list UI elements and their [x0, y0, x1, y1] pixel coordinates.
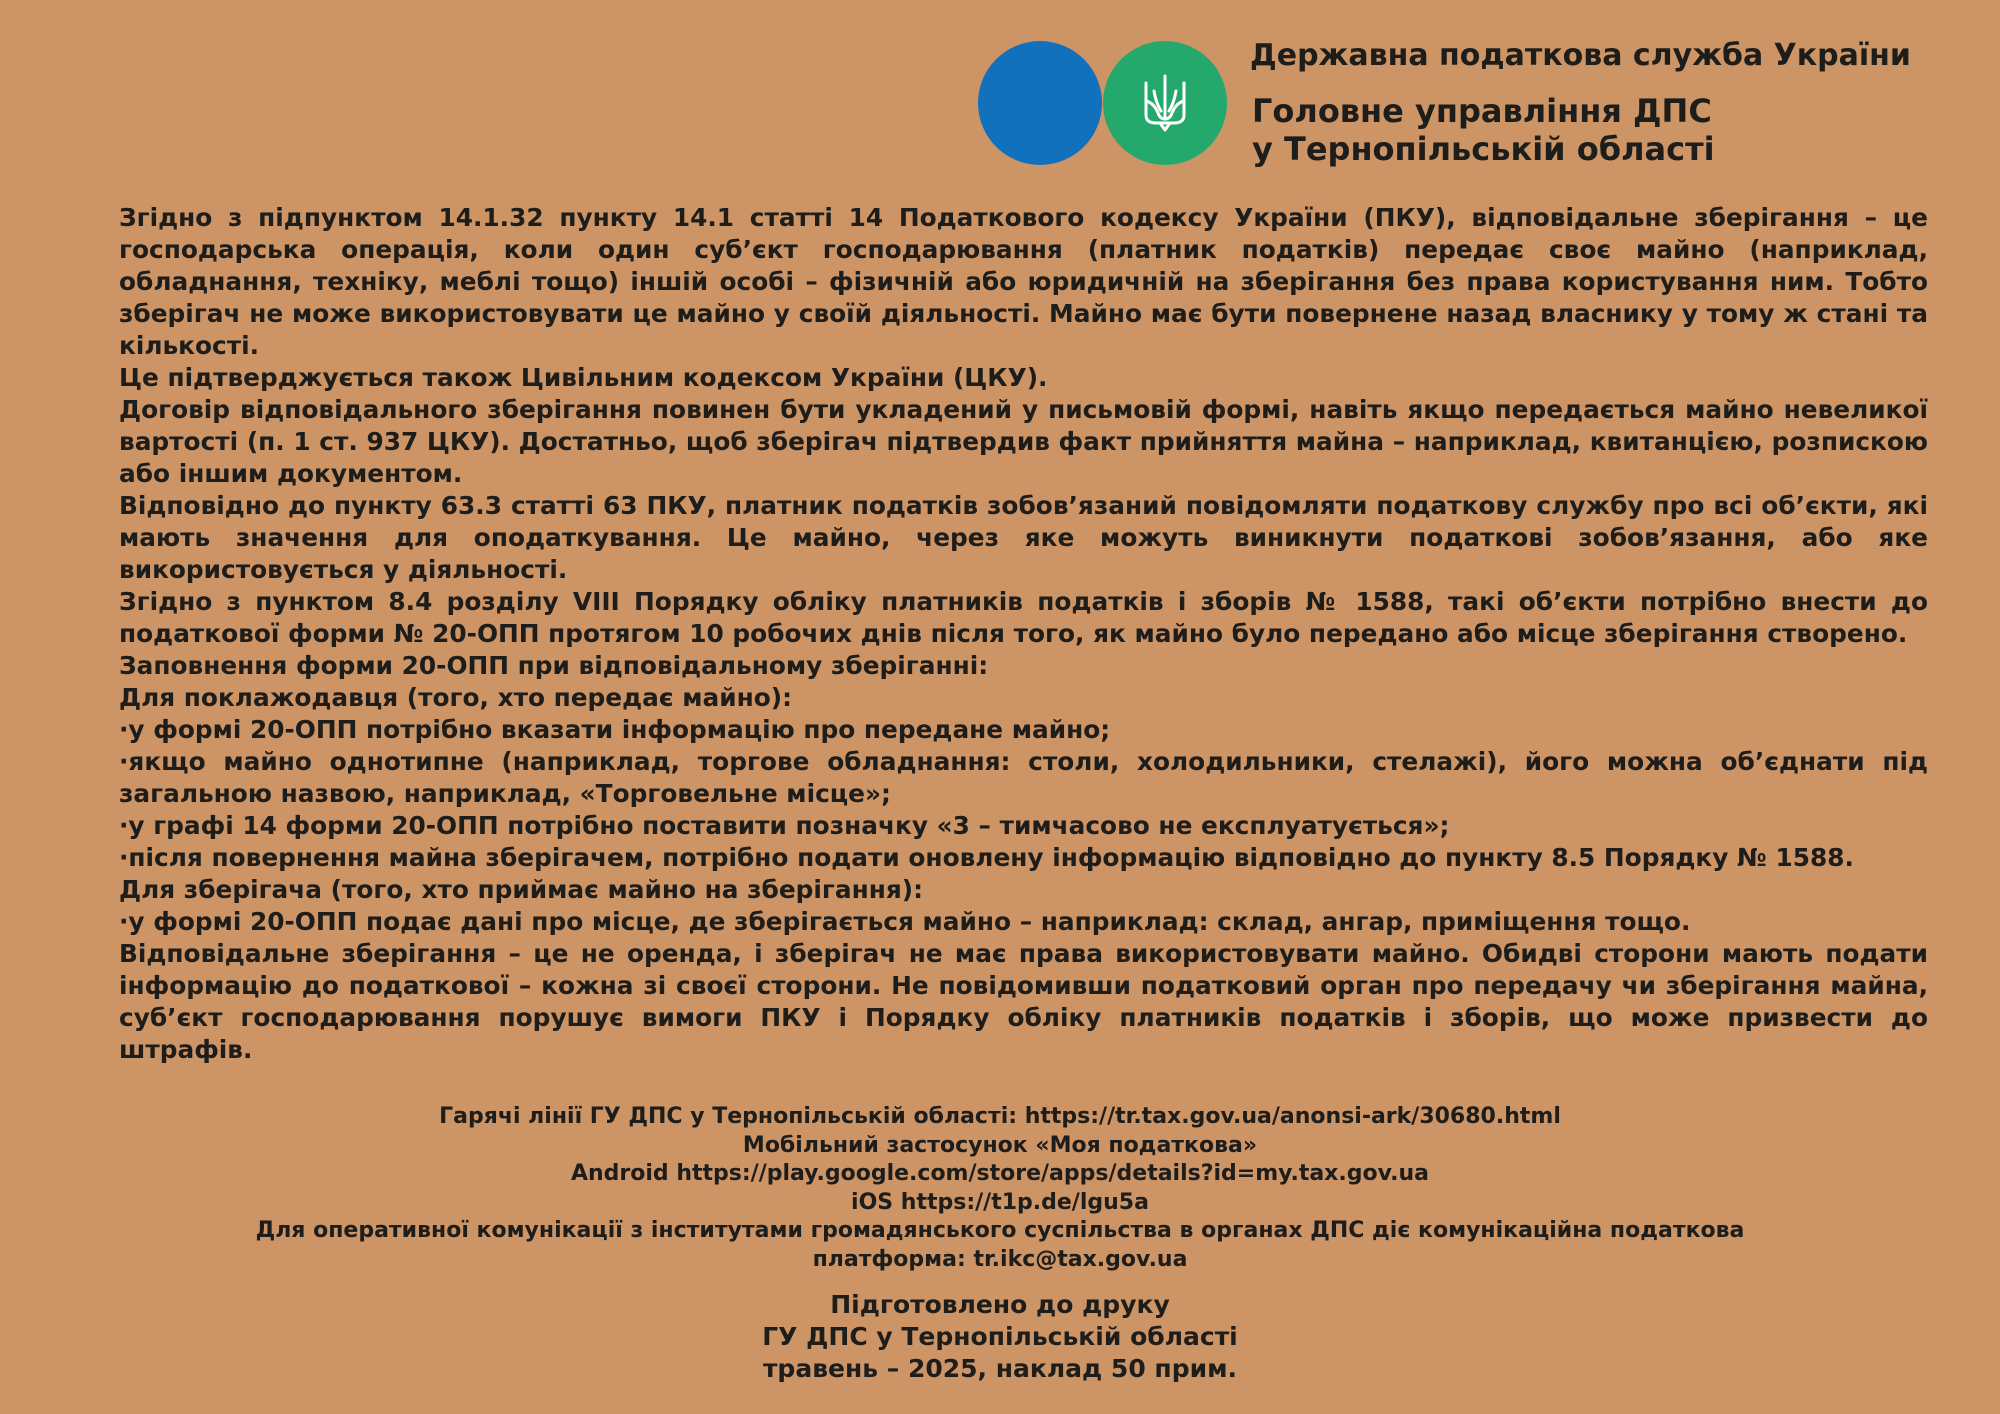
trident-icon	[1140, 73, 1190, 133]
org-office	[1252, 92, 1715, 168]
org-office-line1: Головне управління ДПС	[1252, 92, 1712, 130]
hotlines-link[interactable]: Гарячі лінії ГУ ДПС у Тернопільській області: https://tr.tax.gov.ua/anonsi-ark/30680.html	[439, 1104, 1561, 1129]
ios-link[interactable]: iOS https://t1p.de/lgu5a	[851, 1189, 1149, 1215]
org-name: Державна податкова служба України	[1250, 38, 1911, 73]
print-info-line3: травень – 2025, наклад 50 прим.	[762, 1354, 1238, 1383]
logo-green-circle	[1103, 41, 1227, 165]
paragraph: Згідно з підпунктом 14.1.32 пункту 14.1 статті 14 Податкового кодексу України (ПКУ), відповідальне зберігання – це господарська операція, коли один суб’єкт господарювання (платник податків) передає своє майно (наприклад, обладнання, техніку, меблі тощо) іншій особі – фізичній або юридичній на зберігання без права користування ним. Тобто зберігач не може використовувати це майно у своїй діяльності. Майно має бути повернене назад власнику у тому ж стані та кількості.	[119, 203, 1928, 360]
list-item: ·у формі 20-ОПП потрібно вказати інформацію про передане майно;	[119, 715, 1111, 744]
android-link[interactable]: Android https://play.google.com/store/apps/details?id=my.tax.gov.ua	[570, 1161, 1430, 1186]
print-info-line2: ГУ ДПС у Тернопільській області	[762, 1322, 1238, 1351]
paragraph: Згідно з пунктом 8.4 розділу VIII Порядку обліку платників податків і зборів № 1588, такі об’єкти потрібно внести до податкової форми № 20-ОПП протягом 10 робочих днів після того, як майно було передано або місце зберігання створено.	[119, 587, 1928, 648]
subheading: Для поклажодавця (того, хто передає майно):	[119, 683, 793, 712]
paragraph: Договір відповідального зберігання повинен бути укладений у письмовій формі, навіть якщо передається майно невеликої вартості (п. 1 ст. 937 ЦКУ). Достатньо, щоб зберігач підтвердив факт прийняття майна – наприклад, квитанцією, розпискою або іншим документом.	[119, 395, 1928, 488]
platform-email[interactable]: платформа: tr.ikc@tax.gov.ua	[812, 1246, 1188, 1272]
paragraph: Відповідно до пункту 63.3 статті 63 ПКУ, платник податків зобов’язаний повідомляти податкову службу про всі об’єкти, які мають значення для оподаткування. Це майно, через яке можуть виникнути податкові зобов’язання, або яке використовується у діяльності.	[119, 491, 1928, 584]
list-item: ·у формі 20-ОПП подає дані про місце, де зберігається майно – наприклад: склад, ангар, приміщення тощо.	[119, 907, 1691, 936]
main-text	[119, 202, 1928, 1066]
subheading: Для зберігача (того, хто приймає майно на зберігання):	[119, 875, 924, 904]
paragraph: Відповідальне зберігання – це не оренда, і зберігач не має права використовувати майно. Обидві сторони мають подати інформацію до податкової – кожна зі своєї сторони. Не повідомивши податковий орган про передачу чи зберігання майна, суб’єкт господарювання порушує вимоги ПКУ і Порядку обліку платників податків і зборів, що може призвести до штрафів.	[119, 939, 1928, 1064]
contacts-footer	[100, 1103, 1900, 1274]
platform-line: Для оперативної комунікації з інститутами громадянського суспільства в органах ДПС діє комунікаційна податкова	[255, 1218, 1745, 1243]
section-heading: Заповнення форми 20-ОПП при відповідальному зберіганні:	[119, 651, 989, 680]
app-title: Мобільний застосунок «Моя податкова»	[742, 1132, 1258, 1158]
list-item: ·у графі 14 форми 20-ОПП потрібно поставити позначку «3 – тимчасово не експлуатується»;	[119, 811, 1450, 840]
list-item: ·якщо майно однотипне (наприклад, торгове обладнання: столи, холодильники, стелажі), його можна об’єднати під загальною назвою, наприклад, «Торговельне місце»;	[119, 747, 1928, 808]
list-item: ·після повернення майна зберігачем, потрібно подати оновлену інформацію відповідно до пункту 8.5 Порядку № 1588.	[119, 843, 1854, 872]
logo-blue-circle	[978, 41, 1102, 165]
print-info	[100, 1289, 1900, 1385]
org-office-line2: у Тернопільській області	[1252, 130, 1715, 168]
paragraph: Це підтверджується також Цивільним кодексом України (ЦКУ).	[119, 363, 1048, 392]
print-info-line1: Підготовлено до друку	[830, 1290, 1170, 1319]
